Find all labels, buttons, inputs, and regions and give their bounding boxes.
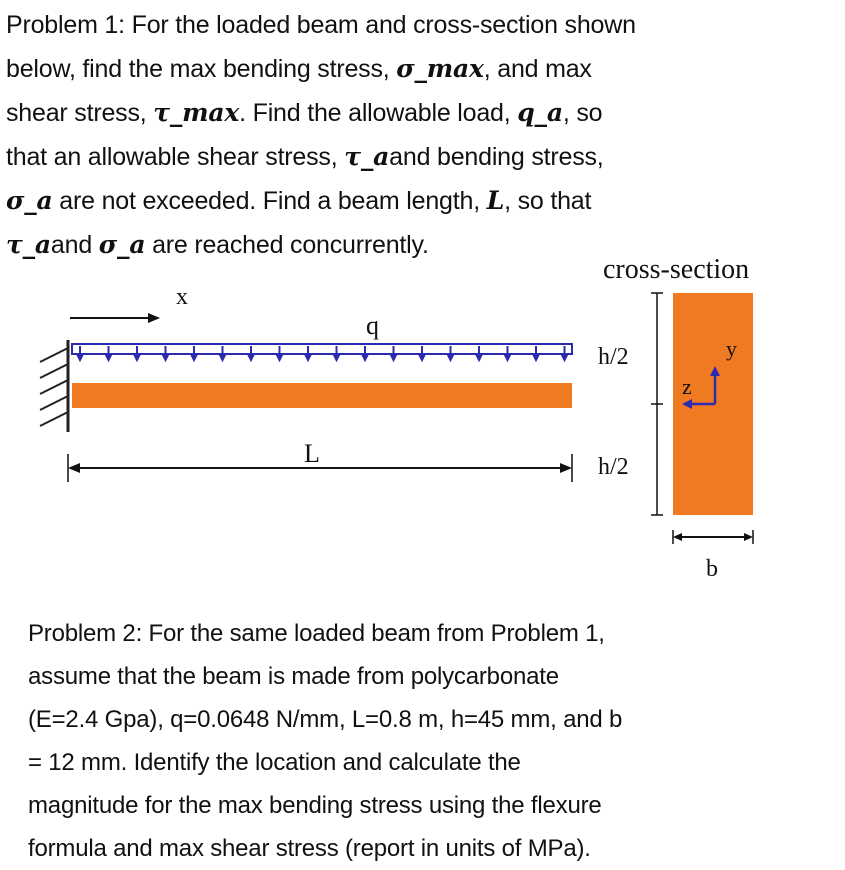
load-arrowhead [334, 354, 340, 360]
beam [72, 383, 572, 408]
cross-section-title: cross-section [603, 254, 750, 285]
load-arrowhead [305, 354, 311, 360]
tau-max-symbol: τ_max [153, 98, 240, 127]
p1-line-6: τ_aand σ_a are reached concurrently. [6, 230, 429, 259]
load-arrowhead [163, 354, 169, 360]
problem-2-text [28, 612, 838, 870]
p2-line-3: (E=2.4 Gpa), q=0.0648 N/mm, L=0.8 m, h=45 mm, and b [28, 706, 623, 733]
p1-line-4: that an allowable shear stress, τ_aand bending stress, [6, 142, 604, 171]
load-arrowhead [533, 354, 539, 360]
load-arrowhead [562, 354, 568, 360]
load-arrowhead [476, 354, 482, 360]
p1-line-3: shear stress, τ_max. Find the allowable load, q_a, so [6, 98, 603, 127]
L-symbol: L [486, 186, 505, 215]
sigma-max-symbol: σ_max [396, 54, 484, 83]
support-hatching [40, 348, 68, 426]
p2-line-5: magnitude for the max bending stress using the flexure [28, 792, 602, 819]
p2-line-1: Problem 2: For the same loaded beam from Problem 1, [28, 620, 605, 647]
q-label: q [366, 311, 379, 340]
L-label: L [304, 439, 320, 468]
load-arrowhead [391, 354, 397, 360]
q-a-symbol: q_a [517, 98, 563, 127]
p2-line-6: formula and max shear stress (report in units of MPa). [28, 835, 591, 862]
p2-line-2: assume that the beam is made from polycarbonate [28, 663, 559, 690]
sigma-a-symbol-2: σ_a [98, 230, 146, 259]
y-label: y [726, 336, 737, 361]
load-arrowhead [77, 354, 83, 360]
load-arrowhead [419, 354, 425, 360]
h-top-label: h/2 [598, 344, 629, 370]
load-arrowhead [248, 354, 254, 360]
p1-line-1: Problem 1: For the loaded beam and cross-section shown [6, 11, 636, 39]
b-label: b [706, 556, 718, 582]
load-arrowhead [191, 354, 197, 360]
distributed-load [72, 344, 572, 360]
x-arrowhead [148, 313, 160, 323]
x-label: x [176, 284, 188, 310]
load-arrowhead [134, 354, 140, 360]
z-label: z [682, 374, 692, 399]
load-band [72, 344, 572, 354]
load-arrowhead [106, 354, 112, 360]
h-bottom-label: h/2 [598, 454, 629, 480]
load-arrowhead [277, 354, 283, 360]
p1-line-5: σ_a are not exceeded. Find a beam length, L, so that [6, 186, 592, 215]
p2-line-4: = 12 mm. Identify the location and calculate the [28, 749, 521, 776]
load-arrowhead [220, 354, 226, 360]
load-arrowhead [362, 354, 368, 360]
load-arrowhead [448, 354, 454, 360]
tau-a-symbol: τ_a [344, 142, 390, 171]
sigma-a-symbol: σ_a [6, 186, 53, 215]
tau-a-symbol-2: τ_a [6, 230, 51, 259]
p1-line-2: below, find the max bending stress, σ_max, and max [6, 54, 592, 83]
load-arrowhead [505, 354, 511, 360]
